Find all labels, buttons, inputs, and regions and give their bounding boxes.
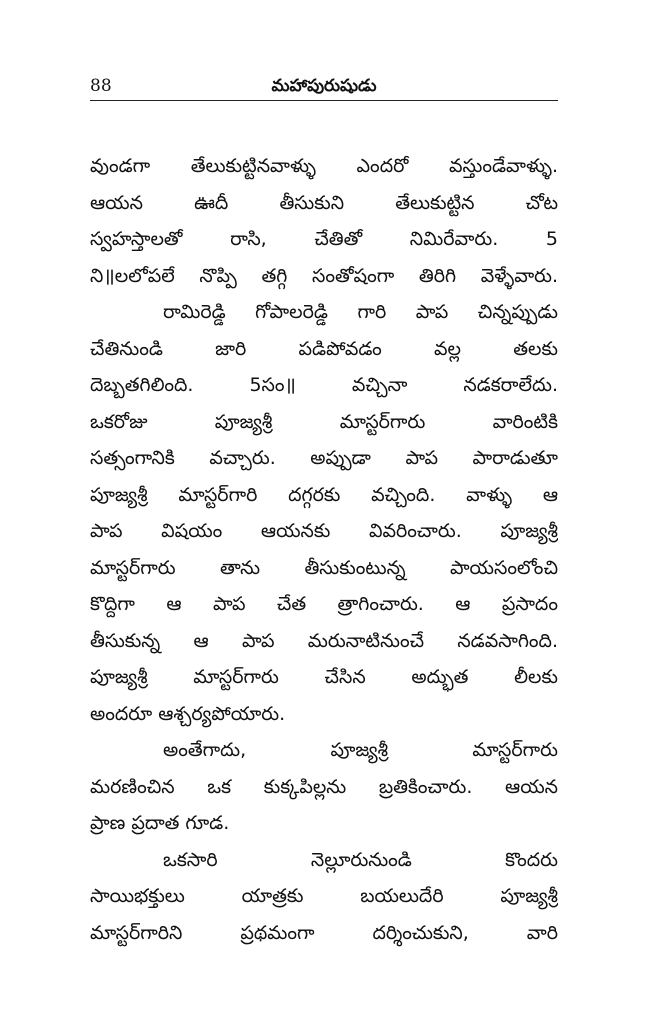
text-line: ఒకరోజు పూజ్యశ్రీ మాస్టర్‌గారు వారింటికి bbox=[90, 410, 558, 433]
text-line: దెబ్బతగిలింది. 5సం॥ వచ్చినా నడకరాలేదు. bbox=[90, 374, 558, 396]
text-line: ని॥లలోపలే నొప్పి తగ్గి సంతోషంగా తిరిగి వెళ్ళేవారు. bbox=[90, 264, 558, 287]
text-line: అంతేగాదు, పూజ్యశ్రీ మాస్టర్‌గారు bbox=[163, 739, 558, 761]
header-rule bbox=[90, 100, 558, 101]
text-line: పాప విషయం ఆయనకు వివరించారు. పూజ్యశ్రీ bbox=[90, 520, 558, 542]
paragraph bbox=[90, 732, 558, 842]
paragraph bbox=[90, 842, 558, 952]
text-line: సాయిభక్తులు యాత్రకు బయలుదేరి పూజ్యశ్రీ bbox=[90, 885, 558, 907]
text-line: ఆయన ఊదీ తీసుకుని తేలుకుట్టిన చోట bbox=[90, 191, 558, 214]
text-line: మరణించిన ఒక కుక్కపిల్లను బ్రతికించారు. ఆయన bbox=[90, 775, 558, 798]
text-line: పూజ్యశ్రీ మాస్టర్‌గారు చేసిన అద్భుత లీలకు bbox=[90, 666, 558, 688]
body-text bbox=[90, 148, 558, 951]
text-line: పూజ్యశ్రీ మాస్టర్‌గారి దగ్గరకు వచ్చింది. వాళ్ళు ఆ bbox=[90, 483, 558, 506]
page-number: 88 bbox=[90, 76, 112, 96]
text-line: ప్రాణ ప్రదాత గూడ. bbox=[90, 812, 230, 834]
text-line: మాస్టర్‌గారిని ప్రథమంగా దర్శించుకుని, వారి bbox=[90, 921, 558, 944]
text-line: సత్సంగానికి వచ్చారు. అప్పుడా పాప పారాడుతూ bbox=[90, 447, 558, 469]
text-line: చేతినుండి జారి పడిపోవడం వల్ల తలకు bbox=[90, 337, 558, 360]
paragraph bbox=[90, 294, 558, 732]
text-line: ఒకసారి నెల్లూరునుండి కొందరు bbox=[163, 848, 558, 871]
text-line: స్వహస్తాలతో రాసి, చేతితో నిమిరేవారు. 5 bbox=[90, 228, 558, 250]
paragraph bbox=[90, 148, 558, 294]
page-header bbox=[90, 73, 558, 101]
text-line: రామిరెడ్డి గోపాలరెడ్డి గారి పాప చిన్నప్పుడు bbox=[163, 301, 558, 323]
text-line: తీసుకున్న ఆ పాప మరునాటినుంచే నడవసాగింది. bbox=[90, 629, 558, 652]
text-line: అందరూ ఆశ్చర్యపోయారు. bbox=[90, 702, 286, 725]
running-title: మహాపురుషుడు bbox=[271, 76, 377, 96]
text-line: కొద్దిగా ఆ పాప చేత త్రాగించారు. ఆ ప్రసాదం bbox=[90, 593, 558, 615]
text-line: వుండగా తేలుకుట్టినవాళ్ళు ఎందరో వస్తుండేవాళ్ళు. bbox=[90, 155, 558, 177]
text-line: మాస్టర్‌గారు తాను తీసుకుంటున్న పాయసంలోంచి bbox=[90, 556, 558, 579]
